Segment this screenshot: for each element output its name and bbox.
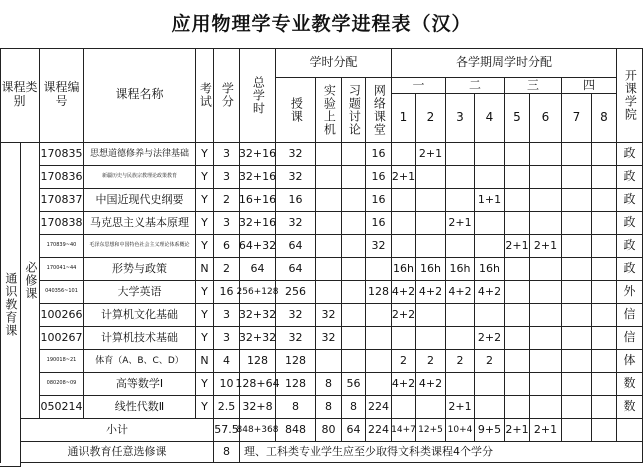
row-term-4 [475, 166, 505, 189]
row-total-hours: 32+16 [240, 212, 276, 235]
row-credit: 3 [214, 166, 240, 189]
row-term-1 [392, 396, 416, 419]
row-exam: Y [196, 235, 214, 258]
row-college: 数 [617, 373, 643, 396]
row-seminar [342, 143, 366, 166]
row-lecture: 8 [276, 396, 316, 419]
row-term-4: 2+2 [475, 327, 505, 350]
row-course-name: 大学英语 [84, 281, 196, 304]
subtotal-term-8 [592, 419, 617, 442]
row-term-1 [392, 235, 416, 258]
row-term-8 [592, 235, 617, 258]
row-term-3: 16h [446, 258, 475, 281]
row-term-7 [562, 235, 592, 258]
row-credit: 2 [214, 258, 240, 281]
row-term-8 [592, 396, 617, 419]
row-lab: 8 [316, 373, 342, 396]
row-credit: 2.5 [214, 396, 240, 419]
row-online: 32 [366, 235, 392, 258]
row-lab: 8 [316, 396, 342, 419]
row-term-1: 2 [392, 350, 416, 373]
subtotal-term-6: 2+1 [530, 419, 562, 442]
row-term-6 [530, 143, 562, 166]
row-lecture: 64 [276, 235, 316, 258]
row-course-name: 形势与政策 [84, 258, 196, 281]
row-term-2: 2+1 [416, 143, 446, 166]
row-online: 16 [366, 166, 392, 189]
row-exam: Y [196, 327, 214, 350]
row-exam: Y [196, 166, 214, 189]
header-term-6: 6 [530, 94, 562, 143]
row-code: 170836 [40, 166, 84, 189]
header-term-3: 3 [446, 94, 475, 143]
row-term-2 [416, 396, 446, 419]
row-credit: 2 [214, 189, 240, 212]
header-category: 课程类别 [0, 48, 40, 143]
row-term-4 [475, 396, 505, 419]
row-lecture: 256 [276, 281, 316, 304]
subtotal-credit: 57.5 [214, 419, 240, 442]
row-college: 信 [617, 327, 643, 350]
row-lab: 32 [316, 304, 342, 327]
header-semester-hours: 各学期周学时分配 [392, 48, 617, 78]
row-total-hours: 16+16 [240, 189, 276, 212]
row-course-name: 线性代数Ⅱ [84, 396, 196, 419]
row-term-8 [592, 373, 617, 396]
row-college: 信 [617, 304, 643, 327]
row-term-3: 4+2 [446, 281, 475, 304]
row-term-7 [562, 212, 592, 235]
elective-course-name: 通识教育任意选修课 [21, 442, 214, 463]
row-term-7 [562, 396, 592, 419]
row-exam: N [196, 350, 214, 373]
row-seminar [342, 258, 366, 281]
row-term-6 [530, 212, 562, 235]
row-term-2 [416, 212, 446, 235]
row-lecture: 32 [276, 212, 316, 235]
header-lecture: 授课 [276, 78, 316, 143]
row-term-3 [446, 189, 475, 212]
row-term-1: 2+2 [392, 304, 416, 327]
row-term-5 [505, 327, 530, 350]
header-exam: 考试 [196, 48, 214, 143]
row-term-8 [592, 258, 617, 281]
row-term-7 [562, 327, 592, 350]
row-term-5 [505, 166, 530, 189]
row-seminar [342, 327, 366, 350]
row-code: 080208~09 [40, 373, 84, 396]
header-year-4: 四 [562, 78, 617, 94]
row-term-8 [592, 189, 617, 212]
category-general-education: 通识教育课 [0, 143, 21, 467]
row-term-6 [530, 189, 562, 212]
row-term-2: 2 [416, 350, 446, 373]
row-seminar: 8 [342, 396, 366, 419]
row-credit: 10 [214, 373, 240, 396]
row-term-4 [475, 304, 505, 327]
row-term-6 [530, 258, 562, 281]
row-term-6 [530, 396, 562, 419]
row-course-name: 计算机文化基础 [84, 304, 196, 327]
row-lab [316, 258, 342, 281]
row-term-4 [475, 143, 505, 166]
row-term-2: 4+2 [416, 281, 446, 304]
row-college: 政 [617, 235, 643, 258]
row-term-5 [505, 281, 530, 304]
row-term-7 [562, 281, 592, 304]
row-lab [316, 212, 342, 235]
row-seminar [342, 281, 366, 304]
row-term-3 [446, 166, 475, 189]
row-lab [316, 350, 342, 373]
row-term-6 [530, 281, 562, 304]
row-term-8 [592, 304, 617, 327]
row-lecture: 16 [276, 189, 316, 212]
header-term-5: 5 [505, 94, 530, 143]
row-term-1: 2+1 [392, 166, 416, 189]
row-term-3 [446, 373, 475, 396]
header-seminar: 习题讨论 [342, 78, 366, 143]
category-required: 必修课 [21, 143, 40, 419]
row-seminar [342, 304, 366, 327]
row-total-hours: 32+16 [240, 166, 276, 189]
row-lecture: 32 [276, 327, 316, 350]
row-exam: Y [196, 189, 214, 212]
subtotal-lecture: 848 [276, 419, 316, 442]
row-term-5 [505, 189, 530, 212]
row-term-8 [592, 327, 617, 350]
row-online: 16 [366, 189, 392, 212]
row-online [366, 350, 392, 373]
row-code: 170839~40 [40, 235, 84, 258]
row-exam: Y [196, 373, 214, 396]
row-term-1: 4+2 [392, 281, 416, 304]
row-term-7 [562, 258, 592, 281]
header-year-2: 二 [446, 78, 505, 94]
row-lab: 32 [316, 327, 342, 350]
row-term-8 [592, 166, 617, 189]
header-lab: 实验上机 [316, 78, 342, 143]
row-total-hours: 256+128 [240, 281, 276, 304]
row-term-6 [530, 166, 562, 189]
subtotal-term-7 [562, 419, 592, 442]
row-term-3: 2 [446, 350, 475, 373]
row-exam: Y [196, 396, 214, 419]
header-term-2: 2 [416, 94, 446, 143]
row-term-2 [416, 189, 446, 212]
row-course-name: 高等数学Ⅰ [84, 373, 196, 396]
row-term-2: 4+2 [416, 373, 446, 396]
row-term-5 [505, 212, 530, 235]
row-term-1 [392, 189, 416, 212]
row-college: 政 [617, 143, 643, 166]
row-exam: N [196, 258, 214, 281]
subtotal-college [617, 419, 643, 442]
row-total-hours: 128+64 [240, 373, 276, 396]
row-term-3: 2+1 [446, 212, 475, 235]
row-term-3: 2+1 [446, 396, 475, 419]
header-year-1: 一 [392, 78, 446, 94]
subtotal-lab: 80 [316, 419, 342, 442]
row-exam: Y [196, 281, 214, 304]
row-seminar [342, 212, 366, 235]
row-online: 16 [366, 212, 392, 235]
row-code: 170838 [40, 212, 84, 235]
row-code: 190018~21 [40, 350, 84, 373]
row-term-4: 16h [475, 258, 505, 281]
subtotal-term-4: 9+5 [475, 419, 505, 442]
row-online [366, 258, 392, 281]
row-lecture: 32 [276, 166, 316, 189]
row-term-6: 2+1 [530, 235, 562, 258]
row-term-2 [416, 235, 446, 258]
row-online: 128 [366, 281, 392, 304]
row-credit: 3 [214, 212, 240, 235]
row-term-7 [562, 304, 592, 327]
row-lab [316, 189, 342, 212]
row-course-name: 计算机技术基础 [84, 327, 196, 350]
row-term-5 [505, 143, 530, 166]
row-college: 政 [617, 189, 643, 212]
row-total-hours: 64+32 [240, 235, 276, 258]
header-year-3: 三 [505, 78, 562, 94]
row-term-1: 4+2 [392, 373, 416, 396]
subtotal-total-hours: 848+368 [240, 419, 276, 442]
row-lab [316, 166, 342, 189]
row-term-1 [392, 143, 416, 166]
header-hour-allocation: 学时分配 [276, 48, 392, 78]
row-total-hours: 64 [240, 258, 276, 281]
row-term-8 [592, 281, 617, 304]
page-title: 应用物理学专业教学进程表（汉） [171, 13, 472, 35]
row-total-hours: 32+16 [240, 143, 276, 166]
row-credit: 16 [214, 281, 240, 304]
row-college: 政 [617, 258, 643, 281]
row-credit: 3 [214, 143, 240, 166]
elective-credit: 8 [214, 442, 240, 463]
row-term-1: 16h [392, 258, 416, 281]
row-lecture: 32 [276, 304, 316, 327]
row-term-3 [446, 235, 475, 258]
row-term-7 [562, 350, 592, 373]
row-college: 数 [617, 396, 643, 419]
row-course-name: 毛泽东思想和中国特色社会主义理论体系概论 [84, 235, 196, 258]
row-credit: 6 [214, 235, 240, 258]
subtotal-online: 224 [366, 419, 392, 442]
header-term-1: 1 [392, 94, 416, 143]
row-seminar [342, 350, 366, 373]
row-term-2 [416, 304, 446, 327]
row-term-7 [562, 143, 592, 166]
row-term-5 [505, 396, 530, 419]
header-credit: 学分 [214, 48, 240, 143]
row-code: 170041~44 [40, 258, 84, 281]
row-lecture: 128 [276, 373, 316, 396]
header-term-8: 8 [592, 94, 617, 143]
curriculum-table [0, 48, 643, 463]
row-term-8 [592, 143, 617, 166]
row-term-8 [592, 350, 617, 373]
row-lecture: 32 [276, 143, 316, 166]
row-lecture: 128 [276, 350, 316, 373]
row-course-name: 体育（A、B、C、D） [84, 350, 196, 373]
row-online: 224 [366, 396, 392, 419]
row-online [366, 327, 392, 350]
row-lecture: 64 [276, 258, 316, 281]
row-term-4: 1+1 [475, 189, 505, 212]
row-term-8 [592, 212, 617, 235]
row-term-4 [475, 212, 505, 235]
row-term-6 [530, 350, 562, 373]
row-course-name: 思想道德修养与法律基础 [84, 143, 196, 166]
row-term-5 [505, 304, 530, 327]
row-code: 170837 [40, 189, 84, 212]
row-exam: Y [196, 212, 214, 235]
row-lab [316, 235, 342, 258]
header-total-hours: 总学时 [240, 48, 276, 143]
row-term-4: 4+2 [475, 281, 505, 304]
row-seminar [342, 166, 366, 189]
row-term-2: 16h [416, 258, 446, 281]
row-total-hours: 32+32 [240, 304, 276, 327]
header-college: 开课学院 [617, 48, 643, 143]
row-total-hours: 128 [240, 350, 276, 373]
row-lab [316, 281, 342, 304]
row-seminar [342, 235, 366, 258]
row-credit: 3 [214, 327, 240, 350]
row-term-5 [505, 373, 530, 396]
subtotal-term-2: 12+5 [416, 419, 446, 442]
row-code: 100266 [40, 304, 84, 327]
row-term-3 [446, 304, 475, 327]
row-term-1 [392, 212, 416, 235]
row-lab [316, 143, 342, 166]
subtotal-term-1: 14+7 [392, 419, 416, 442]
row-online [366, 304, 392, 327]
row-term-5 [505, 350, 530, 373]
row-college: 政 [617, 212, 643, 235]
header-name: 课程名称 [84, 48, 196, 143]
row-college: 体 [617, 350, 643, 373]
row-college: 政 [617, 166, 643, 189]
row-term-6 [530, 327, 562, 350]
row-total-hours: 32+8 [240, 396, 276, 419]
subtotal-term-3: 10+4 [446, 419, 475, 442]
row-term-5: 2+1 [505, 235, 530, 258]
row-course-name: 中国近现代史纲要 [84, 189, 196, 212]
row-term-2 [416, 166, 446, 189]
row-term-3 [446, 143, 475, 166]
row-term-6 [530, 304, 562, 327]
row-term-3 [446, 327, 475, 350]
subtotal-seminar: 64 [342, 419, 366, 442]
row-seminar: 56 [342, 373, 366, 396]
row-total-hours: 32+32 [240, 327, 276, 350]
row-term-7 [562, 189, 592, 212]
row-term-4 [475, 235, 505, 258]
row-credit: 3 [214, 304, 240, 327]
row-credit: 4 [214, 350, 240, 373]
elective-note: 理、工科类专业学生应至少取得文科类课程4个学分 [240, 442, 643, 463]
row-code: 050214 [40, 396, 84, 419]
row-exam: Y [196, 304, 214, 327]
row-term-5 [505, 258, 530, 281]
row-course-name: 马克思主义基本原理 [84, 212, 196, 235]
row-course-name: 新疆历史与民族宗教理论政策教育 [84, 166, 196, 189]
row-code: 100267 [40, 327, 84, 350]
subtotal-label: 小计 [21, 419, 214, 442]
row-term-1 [392, 327, 416, 350]
row-term-4: 2 [475, 350, 505, 373]
row-code: 170835 [40, 143, 84, 166]
row-online: 16 [366, 143, 392, 166]
row-online [366, 373, 392, 396]
row-term-2 [416, 327, 446, 350]
row-term-4 [475, 373, 505, 396]
row-term-7 [562, 373, 592, 396]
header-code: 课程编号 [40, 48, 84, 143]
row-term-7 [562, 166, 592, 189]
subtotal-term-5: 2+1 [505, 419, 530, 442]
row-exam: Y [196, 143, 214, 166]
row-term-6 [530, 373, 562, 396]
row-college: 外 [617, 281, 643, 304]
header-term-4: 4 [475, 94, 505, 143]
row-code: 040356~101 [40, 281, 84, 304]
row-seminar [342, 189, 366, 212]
header-term-7: 7 [562, 94, 592, 143]
header-online: 网络课堂 [366, 78, 392, 143]
